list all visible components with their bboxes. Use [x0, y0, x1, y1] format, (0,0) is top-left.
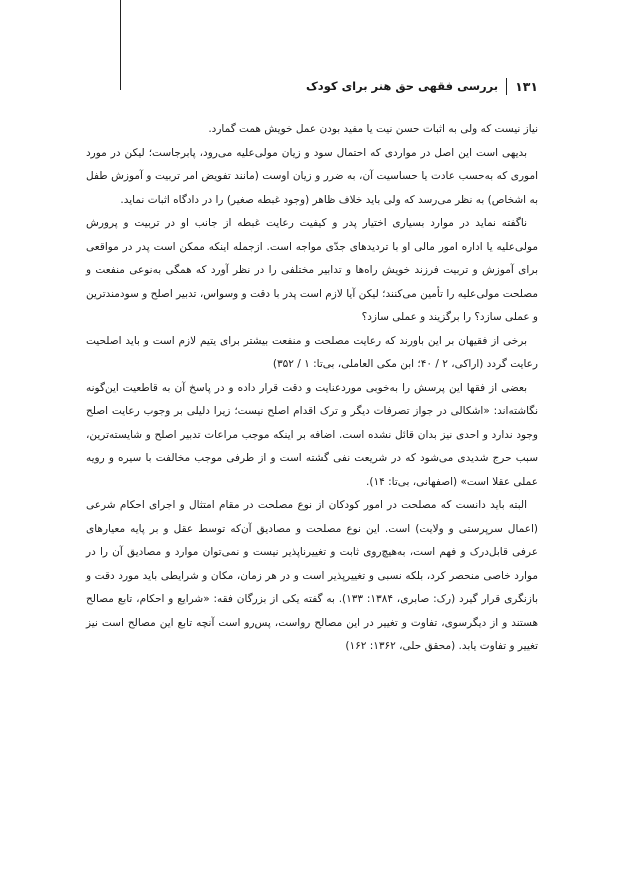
paragraph-6: البته باید دانست که مصلحت در امور کودکان از نوع مصلحت در مقام امتثال و اجرای احکام شرعی (اعمال سرپرستی و ولایت) است. این نوع مصلحت و مصادیق آن‌که توسط عقل و بر پایه معیارهای عرفی قابل‌درک و فهم است، به‌هیچ‌روی ثابت و تغییرناپذیر نیست و نمی‌توان موارد و مصادیق آن را در موارد خاصی منحصر کرد، بلکه نسبی و تغییرپذیر است و در هر زمان، مکان و شرایطی باید مورد دقت و بازنگری قرار گیرد (رک: صابری، ۱۳۸۴: ۱۳۳). به گفته یکی از بزرگان فقه: «شرایع و احکام، تابع مصالح هستند و از دیگرسوی، تفاوت و تغییر در این مصالح رواست، پس‌رو است آنچه تابع این مصالح است نیز تغییر و تفاوت یابد. (محقق حلی، ۱۳۶۲: ۱۶۲) — [86, 499, 538, 652]
page-number: ۱۳۱ — [515, 78, 538, 94]
paragraph-3: ناگفته نماید در موارد بسیاری اختیار پدر و کیفیت رعایت غبطه از جانب او در تربیت و پرورش مولی‌علیه یا اداره امور مالی او با تردیدهای جدّی مواجه است. ازجمله اینکه ممکن است پدر در مواقعی برای آموزش و تربیت فرزند خویش راه‌ها و تدابیر مختلفی را در نظر آورد که همگی به‌نوعی منفعت و مصلحت مولی‌علیه را تأمین می‌کنند؛ لیکن آیا لازم است پدر با دقت و وسواس، تدبیر اصلح و سودمندترین و عملی سازد؟ را برگزیند و عملی سازد؟ — [86, 217, 538, 323]
paragraph-2: بدیهی است این اصل در مواردی که احتمال سود و زیان مولی‌علیه می‌رود، پابرجاست؛ لیکن در مورد اموری که به‌حسب عادت یا حساسیت آن، به ضرر و زیان اوست (مانند تفویض امر تربیت و آموزش طفل به اشخاص) به نظر می‌رسد که ولی باید خلاف ظاهر (وجود غبطه صغیر) را در دادگاه اثبات نماید. — [86, 146, 538, 206]
header-separator — [506, 78, 507, 95]
running-title: بررسی فقهی حق هنر برای کودک — [306, 79, 499, 93]
paragraph-1: نیاز نیست که ولی به اثبات حسن نیت یا مفید بودن عمل خویش همت گمارد. — [208, 123, 538, 135]
running-header — [86, 74, 538, 98]
paragraph-5: بعضی از فقها این پرسش را به‌خوبی موردعنایت و دقت قرار داده و در پاسخ آن به قاطعیت این‌گونه نگاشته‌اند: «اشکالی در جواز تصرفات دیگر و ترک اقدام اصلح نیست؛ زیرا دلیلی بر وجوب رعایت اصلح وجود ندارد و احدی نیز بدان قائل نشده است. اضافه بر اینکه موجب مراعات تدبیر اصلح و شایسته‌ترین، سبب حرج شدیدی می‌شود که در شریعت نفی گشته است و از طرفی موجب مخالفت با سیره و رویه عملی عقلا است» (اصفهانی، بی‌تا: ۱۴). — [86, 381, 538, 488]
paragraph-4: برخی از فقیهان بر این باورند که رعایت مصلحت و منفعت بیشتر برای یتیم لازم است و باید اصلحیت رعایت گردد (اراکی، ۲ / ۴۰؛ ابن مکی العاملی، بی‌تا: ۱ / ۳۵۲) — [86, 334, 538, 370]
body-text — [86, 118, 538, 659]
